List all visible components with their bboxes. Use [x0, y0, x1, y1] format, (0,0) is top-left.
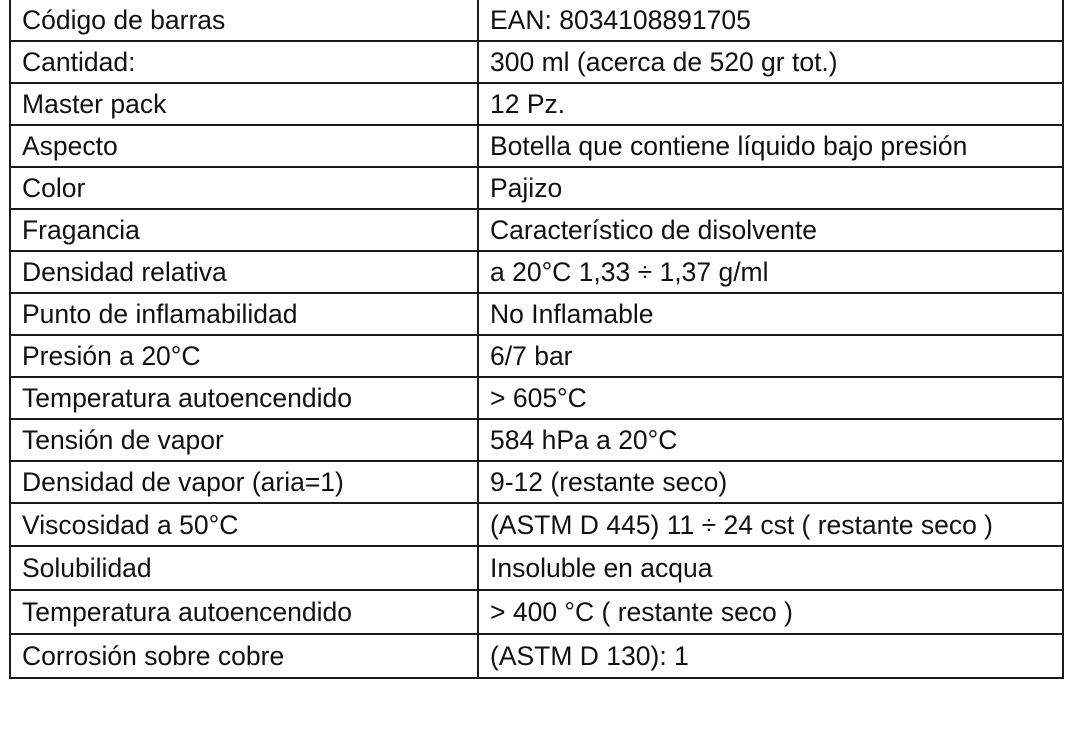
- table-row: [10, 546, 1063, 590]
- table-row: [10, 461, 1063, 503]
- property-cell: Viscosidad a 50°C: [10, 503, 478, 546]
- value-cell: a 20°C 1,33 ÷ 1,37 g/ml: [478, 251, 1063, 293]
- property-cell: Densidad relativa: [10, 251, 478, 293]
- property-cell: Densidad de vapor (aria=1): [10, 461, 478, 503]
- table-row: [10, 503, 1063, 546]
- table-row: [10, 251, 1063, 293]
- property-cell: Master pack: [10, 83, 478, 125]
- property-cell: Presión a 20°C: [10, 335, 478, 377]
- value-cell: Pajizo: [478, 167, 1063, 209]
- value-cell: EAN: 8034108891705: [478, 0, 1063, 41]
- table-row: [10, 83, 1063, 125]
- property-cell: Corrosión sobre cobre: [10, 634, 478, 678]
- value-cell: Insoluble en acqua: [478, 546, 1063, 590]
- value-cell: Botella que contiene líquido bajo presión: [478, 125, 1063, 167]
- value-cell: > 400 °C ( restante seco ): [478, 590, 1063, 634]
- value-cell: 300 ml (acerca de 520 gr tot.): [478, 41, 1063, 83]
- value-cell: 584 hPa a 20°C: [478, 419, 1063, 461]
- property-cell: Aspecto: [10, 125, 478, 167]
- value-cell: 12 Pz.: [478, 83, 1063, 125]
- value-cell: Característico de disolvente: [478, 209, 1063, 251]
- value-cell: > 605°C: [478, 377, 1063, 419]
- property-cell: Cantidad:: [10, 41, 478, 83]
- property-cell: Tensión de vapor: [10, 419, 478, 461]
- table-row: [10, 125, 1063, 167]
- table-row: [10, 634, 1063, 678]
- table-row: [10, 0, 1063, 41]
- table-row: [10, 209, 1063, 251]
- property-cell: Temperatura autoencendido: [10, 377, 478, 419]
- spec-table: [9, 0, 1064, 679]
- table-row: [10, 377, 1063, 419]
- property-cell: Solubilidad: [10, 546, 478, 590]
- value-cell: No Inflamable: [478, 293, 1063, 335]
- value-cell: 6/7 bar: [478, 335, 1063, 377]
- property-cell: Temperatura autoencendido: [10, 590, 478, 634]
- value-cell: (ASTM D 130): 1: [478, 634, 1063, 678]
- table-row: [10, 293, 1063, 335]
- table-row: [10, 590, 1063, 634]
- table-row: [10, 41, 1063, 83]
- property-cell: Fragancia: [10, 209, 478, 251]
- table-row: [10, 167, 1063, 209]
- table-row: [10, 419, 1063, 461]
- value-cell: 9-12 (restante seco): [478, 461, 1063, 503]
- property-cell: Punto de inflamabilidad: [10, 293, 478, 335]
- value-cell: (ASTM D 445) 11 ÷ 24 cst ( restante seco ): [478, 503, 1063, 546]
- property-cell: Color: [10, 167, 478, 209]
- table-row: [10, 335, 1063, 377]
- property-cell: Código de barras: [10, 0, 478, 41]
